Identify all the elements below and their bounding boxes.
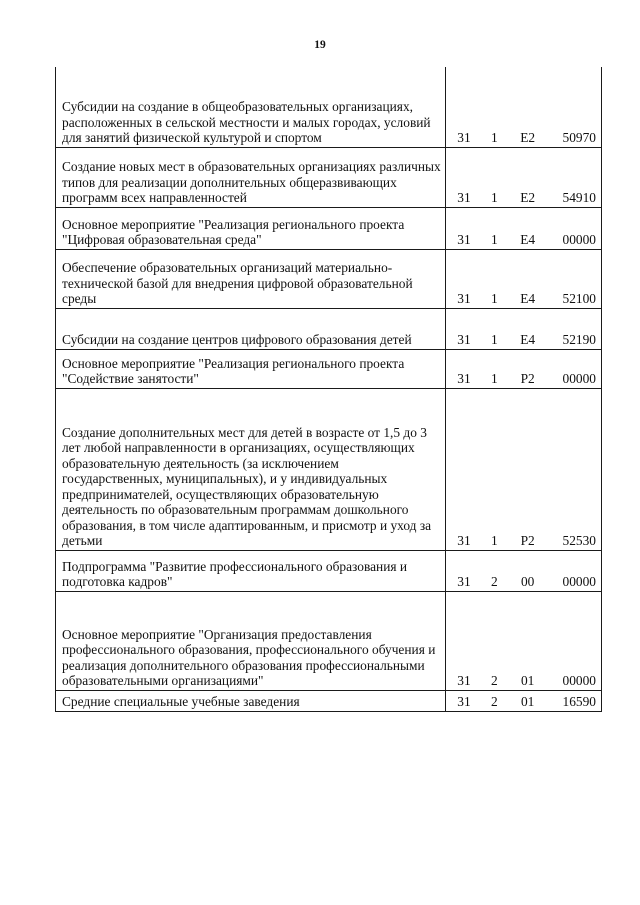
program-code: 31: [457, 694, 471, 709]
expense-direction-code: 54910: [562, 190, 596, 205]
row-description: Средние специальные учебные заведения: [56, 690, 446, 711]
row-description: Создание дополнительных мест для детей в возрасте от 1,5 до 3 лет любой направленности в организациях, осуществляющих образовательную деятельность (за исключением государственных, муниципальных), и у индивидуальных предпринимателей, осуществляющих образовательную деятельность по образовательным программам дошкольного образования, в том числе адаптированным, и присмотр и уход за детьми: [56, 388, 446, 550]
subprogram-code: 1: [490, 533, 498, 548]
table-row: [56, 249, 602, 308]
expense-direction-code: 52190: [562, 332, 596, 347]
row-codes: [446, 591, 602, 690]
budget-classification-table: [55, 67, 602, 712]
subprogram-code: 1: [490, 190, 498, 205]
table-row: [56, 591, 602, 690]
expense-direction-code: 00000: [562, 232, 596, 247]
program-code: 31: [457, 673, 471, 688]
expense-direction-code: 16590: [562, 694, 596, 709]
row-description: Подпрограмма "Развитие профессионального образования и подготовка кадров": [56, 550, 446, 591]
table-row: [56, 690, 602, 711]
table-row: [56, 147, 602, 207]
program-code: 31: [457, 332, 471, 347]
main-activity-code: Е4: [520, 332, 536, 347]
row-description: Субсидии на создание в общеобразовательных организациях, расположенных в сельской местности и малых городах, условий для занятий физической культурой и спортом: [56, 67, 446, 147]
row-codes: [446, 249, 602, 308]
table-row: [56, 67, 602, 147]
row-codes: [446, 308, 602, 349]
main-activity-code: 01: [520, 673, 535, 688]
row-codes: [446, 388, 602, 550]
program-code: 31: [457, 232, 471, 247]
row-codes: [446, 550, 602, 591]
expense-direction-code: 00000: [562, 673, 596, 688]
main-activity-code: Р2: [520, 371, 535, 386]
program-code: 31: [457, 533, 471, 548]
page-number: 19: [314, 39, 326, 51]
subprogram-code: 1: [490, 371, 498, 386]
subprogram-code: 2: [490, 574, 498, 589]
table-row: [56, 550, 602, 591]
table-row: [56, 207, 602, 249]
program-code: 31: [457, 574, 471, 589]
program-code: 31: [457, 371, 471, 386]
row-description: Обеспечение образовательных организаций материально-технической базой для внедрения цифровой образовательной среды: [56, 249, 446, 308]
expense-direction-code: 00000: [562, 574, 596, 589]
row-codes: [446, 349, 602, 388]
program-code: 31: [457, 190, 471, 205]
program-code: 31: [457, 130, 471, 145]
row-codes: [446, 207, 602, 249]
row-codes: [446, 67, 602, 147]
subprogram-code: 2: [490, 673, 498, 688]
main-activity-code: Е4: [520, 232, 536, 247]
main-activity-code: Е2: [520, 190, 536, 205]
row-description: Создание новых мест в образовательных организациях различных типов для реализации дополнительных общеразвивающих программ всех направленностей: [56, 147, 446, 207]
expense-direction-code: 52530: [562, 533, 596, 548]
expense-direction-code: 50970: [562, 130, 596, 145]
main-activity-code: 01: [520, 694, 535, 709]
subprogram-code: 1: [490, 332, 498, 347]
row-description: Основное мероприятие "Реализация регионального проекта "Содействие занятости": [56, 349, 446, 388]
row-description: Основное мероприятие "Организация предоставления профессионального образования, профессионального обучения и реализация дополнительного образования профессиональными образовательными организациями": [56, 591, 446, 690]
program-code: 31: [457, 291, 471, 306]
subprogram-code: 2: [490, 694, 498, 709]
table-row: [56, 388, 602, 550]
row-description: Основное мероприятие "Реализация регионального проекта "Цифровая образовательная среда": [56, 207, 446, 249]
subprogram-code: 1: [490, 130, 498, 145]
main-activity-code: Е4: [520, 291, 536, 306]
main-activity-code: Е2: [520, 130, 536, 145]
main-activity-code: Р2: [520, 533, 535, 548]
subprogram-code: 1: [490, 291, 498, 306]
table-row: [56, 308, 602, 349]
main-activity-code: 00: [520, 574, 535, 589]
table-row: [56, 349, 602, 388]
expense-direction-code: 52100: [562, 291, 596, 306]
row-codes: [446, 690, 602, 711]
row-codes: [446, 147, 602, 207]
subprogram-code: 1: [490, 232, 498, 247]
expense-direction-code: 00000: [562, 371, 596, 386]
row-description: Субсидии на создание центров цифрового образования детей: [56, 308, 446, 349]
